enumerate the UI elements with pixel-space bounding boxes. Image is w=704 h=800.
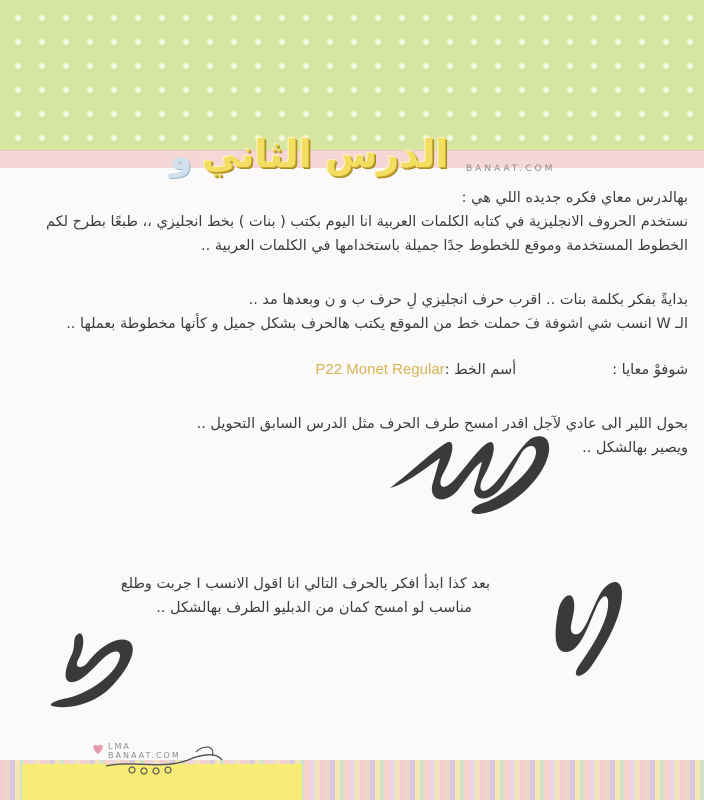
calligraphic-w-glyph bbox=[386, 428, 556, 518]
font-label: أسم الخط : bbox=[444, 362, 517, 378]
lesson-intro: بهالدرس معاي فكره جديده اللي هي : bbox=[461, 190, 688, 206]
lesson-paragraph-6-line-1: بعد كذا ابدأ افكر بالحرف التالي انا اقول الانسب I جربت وطلع bbox=[120, 576, 490, 592]
lesson-paragraph-1: نستخدم الحروف الانجليزية في كتابه الكلمات العربية انا اليوم بكتب ( بنات ) بخط انجليزي ،، طبعًا بطرح لكم الخطوط المستخدمة وموقع للخطوط جدًا جميلة باستخدامها في الكلمات العربية .. bbox=[45, 214, 688, 254]
font-info-line bbox=[16, 358, 688, 382]
calligraphic-w-erased-glyph bbox=[550, 568, 630, 680]
lesson-paragraph-6-line-2: مناسب لو امسح كمان من الدبليو الطرف بهالشكل .. bbox=[156, 600, 472, 616]
page-title: الدرس الثاني bbox=[201, 132, 449, 176]
lesson-paragraph-3: الـ W انسب شي اشوفة فَ حملت خط من الموقع يكتب هالحرف بشكل جميل و كأنها مخطوطة بعملها .. bbox=[66, 316, 688, 332]
title-letter-waw: و bbox=[169, 137, 193, 178]
look-label: شوفوْ معايا : bbox=[612, 362, 688, 378]
calligraphic-i-glyph bbox=[48, 626, 138, 710]
font-name: P22 Monet Regular bbox=[315, 361, 445, 378]
lesson-paragraph-4: بحول اللير الى عادي لآجل اقدر امسح طرف الحرف مثل الدرس السابق التحويل .. bbox=[196, 416, 688, 432]
lesson-content bbox=[16, 186, 688, 460]
lesson-paragraph-5: ويصير بهالشكل .. bbox=[582, 440, 688, 456]
footer-tag-line-2: BANAAT.COM bbox=[108, 751, 181, 760]
site-tag: BANAAT.COM bbox=[466, 164, 556, 174]
lesson-paragraph-2: بدايةً بفكر بكلمة بنات .. اقرب حرف انجليزي لِ حرف ب و ن وبعدها مد .. bbox=[248, 292, 688, 308]
lesson-paragraph-6 bbox=[70, 572, 490, 620]
footer-tag-line-1: LMA bbox=[108, 742, 131, 751]
heart-swirl-icon bbox=[92, 742, 226, 778]
